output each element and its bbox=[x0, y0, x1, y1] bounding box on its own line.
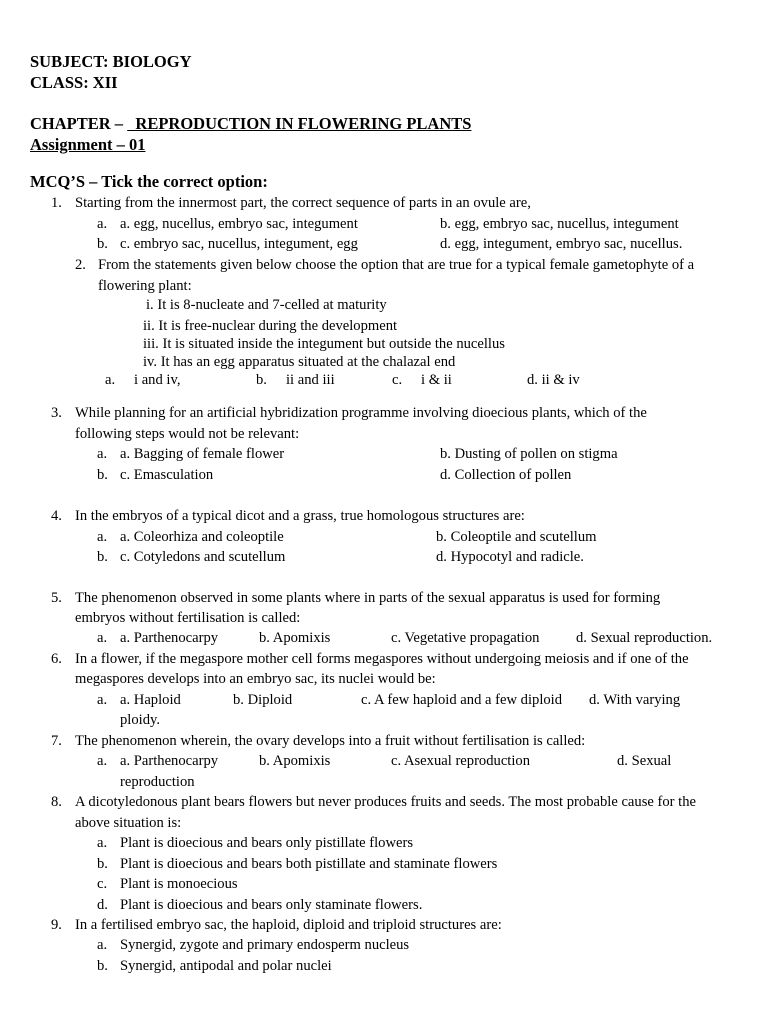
option-b: b. Coleoptile and scutellum bbox=[436, 529, 597, 545]
option-d: d. Hypocotyl and radicle. bbox=[436, 549, 584, 565]
option-a: a. Haploid bbox=[120, 692, 181, 708]
option-a: a. egg, nucellus, embryo sac, integument bbox=[120, 216, 358, 232]
option-a: a. Bagging of female flower bbox=[120, 446, 285, 462]
question-text: In a flower, if the megaspore mother cell forms megaspores without undergoing meiosis and if one of the bbox=[75, 651, 689, 667]
option-marker: a. bbox=[97, 529, 108, 545]
statement-ii: ii. It is free-nuclear during the development bbox=[143, 318, 398, 334]
section-title: MCQ’S – Tick the correct option: bbox=[30, 172, 268, 191]
assignment-heading: Assignment – 01 bbox=[30, 135, 146, 154]
question-text-cont: following steps would not be relevant: bbox=[75, 426, 300, 442]
option-d: d. egg, integument, embryo sac, nucellus. bbox=[440, 236, 683, 252]
option-b: b. Apomixis bbox=[259, 753, 331, 769]
subject-heading: SUBJECT: BIOLOGY bbox=[30, 52, 192, 71]
option-marker: b. bbox=[97, 467, 108, 483]
statement-iv: iv. It has an egg apparatus situated at the chalazal end bbox=[143, 354, 456, 370]
option-a: a. Parthenocarpy bbox=[120, 753, 219, 769]
option-marker: b. bbox=[256, 372, 267, 388]
question-text: In the embryos of a typical dicot and a grass, true homologous structures are: bbox=[75, 508, 525, 524]
option-marker: a. bbox=[97, 630, 108, 646]
option-d: d. Sexual bbox=[617, 753, 672, 769]
option-d-cont: ploidy. bbox=[120, 712, 160, 728]
option-c: i & ii bbox=[421, 372, 452, 388]
option-c: c. Asexual reproduction bbox=[391, 753, 531, 769]
question-number: 5. bbox=[51, 590, 62, 606]
option-d-cont: reproduction bbox=[120, 774, 195, 790]
question-text: The phenomenon observed in some plants where in parts of the sexual apparatus is used for forming bbox=[75, 590, 661, 606]
question-number: 9. bbox=[51, 917, 62, 933]
question-text: A dicotyledonous plant bears flowers but never produces fruits and seeds. The most probable cause for the bbox=[75, 794, 697, 810]
option-marker: a. bbox=[97, 937, 108, 953]
question-text: While planning for an artificial hybridization programme involving dioecious plants, which of the bbox=[75, 405, 647, 421]
option-d: d. With varying bbox=[589, 692, 681, 708]
question-number: 6. bbox=[51, 651, 62, 667]
question-text: From the statements given below choose the option that are true for a typical female gametophyte of a bbox=[98, 257, 695, 273]
question-text-cont: megaspores develops into an embryo sac, its nuclei would be: bbox=[75, 671, 436, 687]
option-marker: c. bbox=[392, 372, 403, 388]
option-c: c. Cotyledons and scutellum bbox=[120, 549, 286, 565]
option-c: c. embryo sac, nucellus, integument, egg bbox=[120, 236, 358, 252]
option-a: a. Coleorhiza and coleoptile bbox=[120, 529, 284, 545]
option-d: Plant is dioecious and bears only staminate flowers. bbox=[120, 897, 423, 913]
option-marker: a. bbox=[97, 753, 108, 769]
question-number: 3. bbox=[51, 405, 62, 421]
question-number: 2. bbox=[75, 257, 86, 273]
class-heading: CLASS: XII bbox=[30, 73, 118, 92]
option-marker: a. bbox=[105, 372, 116, 388]
option-b: b. egg, embryo sac, nucellus, integument bbox=[440, 216, 679, 232]
statement-i: i. It is 8-nucleate and 7-celled at maturity bbox=[146, 297, 387, 313]
question-number: 7. bbox=[51, 733, 62, 749]
question-number: 8. bbox=[51, 794, 62, 810]
question-text-cont: embryos without fertilisation is called: bbox=[75, 610, 301, 626]
option-a: i and iv, bbox=[134, 372, 181, 388]
option-c: c. Emasculation bbox=[120, 467, 214, 483]
question-text: The phenomenon wherein, the ovary develops into a fruit without fertilisation is called: bbox=[75, 733, 586, 749]
option-marker: b. bbox=[97, 236, 108, 252]
option-d: d. ii & iv bbox=[527, 372, 580, 388]
option-b: Synergid, antipodal and polar nuclei bbox=[120, 958, 332, 974]
option-marker: a. bbox=[97, 446, 108, 462]
option-b: Plant is dioecious and bears both pistillate and staminate flowers bbox=[120, 856, 498, 872]
option-c: c. Vegetative propagation bbox=[391, 630, 540, 646]
option-a: Synergid, zygote and primary endosperm nucleus bbox=[120, 937, 410, 953]
option-b: b. Apomixis bbox=[259, 630, 331, 646]
option-marker: a. bbox=[97, 216, 108, 232]
question-text: Starting from the innermost part, the correct sequence of parts in an ovule are, bbox=[75, 195, 531, 211]
option-b: b. Dusting of pollen on stigma bbox=[440, 446, 618, 462]
chapter-heading bbox=[30, 113, 471, 134]
option-a: a. Parthenocarpy bbox=[120, 630, 219, 646]
option-c: c. A few haploid and a few diploid bbox=[361, 692, 563, 708]
option-marker: b. bbox=[97, 549, 108, 565]
option-marker: d. bbox=[97, 897, 108, 913]
option-marker: b. bbox=[97, 958, 108, 974]
chapter-prefix: CHAPTER – bbox=[30, 114, 128, 133]
option-c: Plant is monoecious bbox=[120, 876, 238, 892]
option-marker: c. bbox=[97, 876, 108, 892]
option-b: b. Diploid bbox=[233, 692, 293, 708]
question-text-cont: flowering plant: bbox=[98, 278, 192, 294]
statement-iii: iii. It is situated inside the integument but outside the nucellus bbox=[143, 336, 505, 352]
option-a: Plant is dioecious and bears only pistillate flowers bbox=[120, 835, 414, 851]
chapter-title: REPRODUCTION IN FLOWERING PLANTS bbox=[127, 114, 472, 133]
option-marker: b. bbox=[97, 856, 108, 872]
question-text: In a fertilised embryo sac, the haploid, diploid and triploid structures are: bbox=[75, 917, 502, 933]
question-text-cont: above situation is: bbox=[75, 815, 182, 831]
question-number: 4. bbox=[51, 508, 62, 524]
question-number: 1. bbox=[51, 195, 62, 211]
option-d: d. Sexual reproduction. bbox=[576, 630, 713, 646]
option-d: d. Collection of pollen bbox=[440, 467, 572, 483]
option-marker: a. bbox=[97, 835, 108, 851]
option-b: ii and iii bbox=[286, 372, 335, 388]
option-marker: a. bbox=[97, 692, 108, 708]
